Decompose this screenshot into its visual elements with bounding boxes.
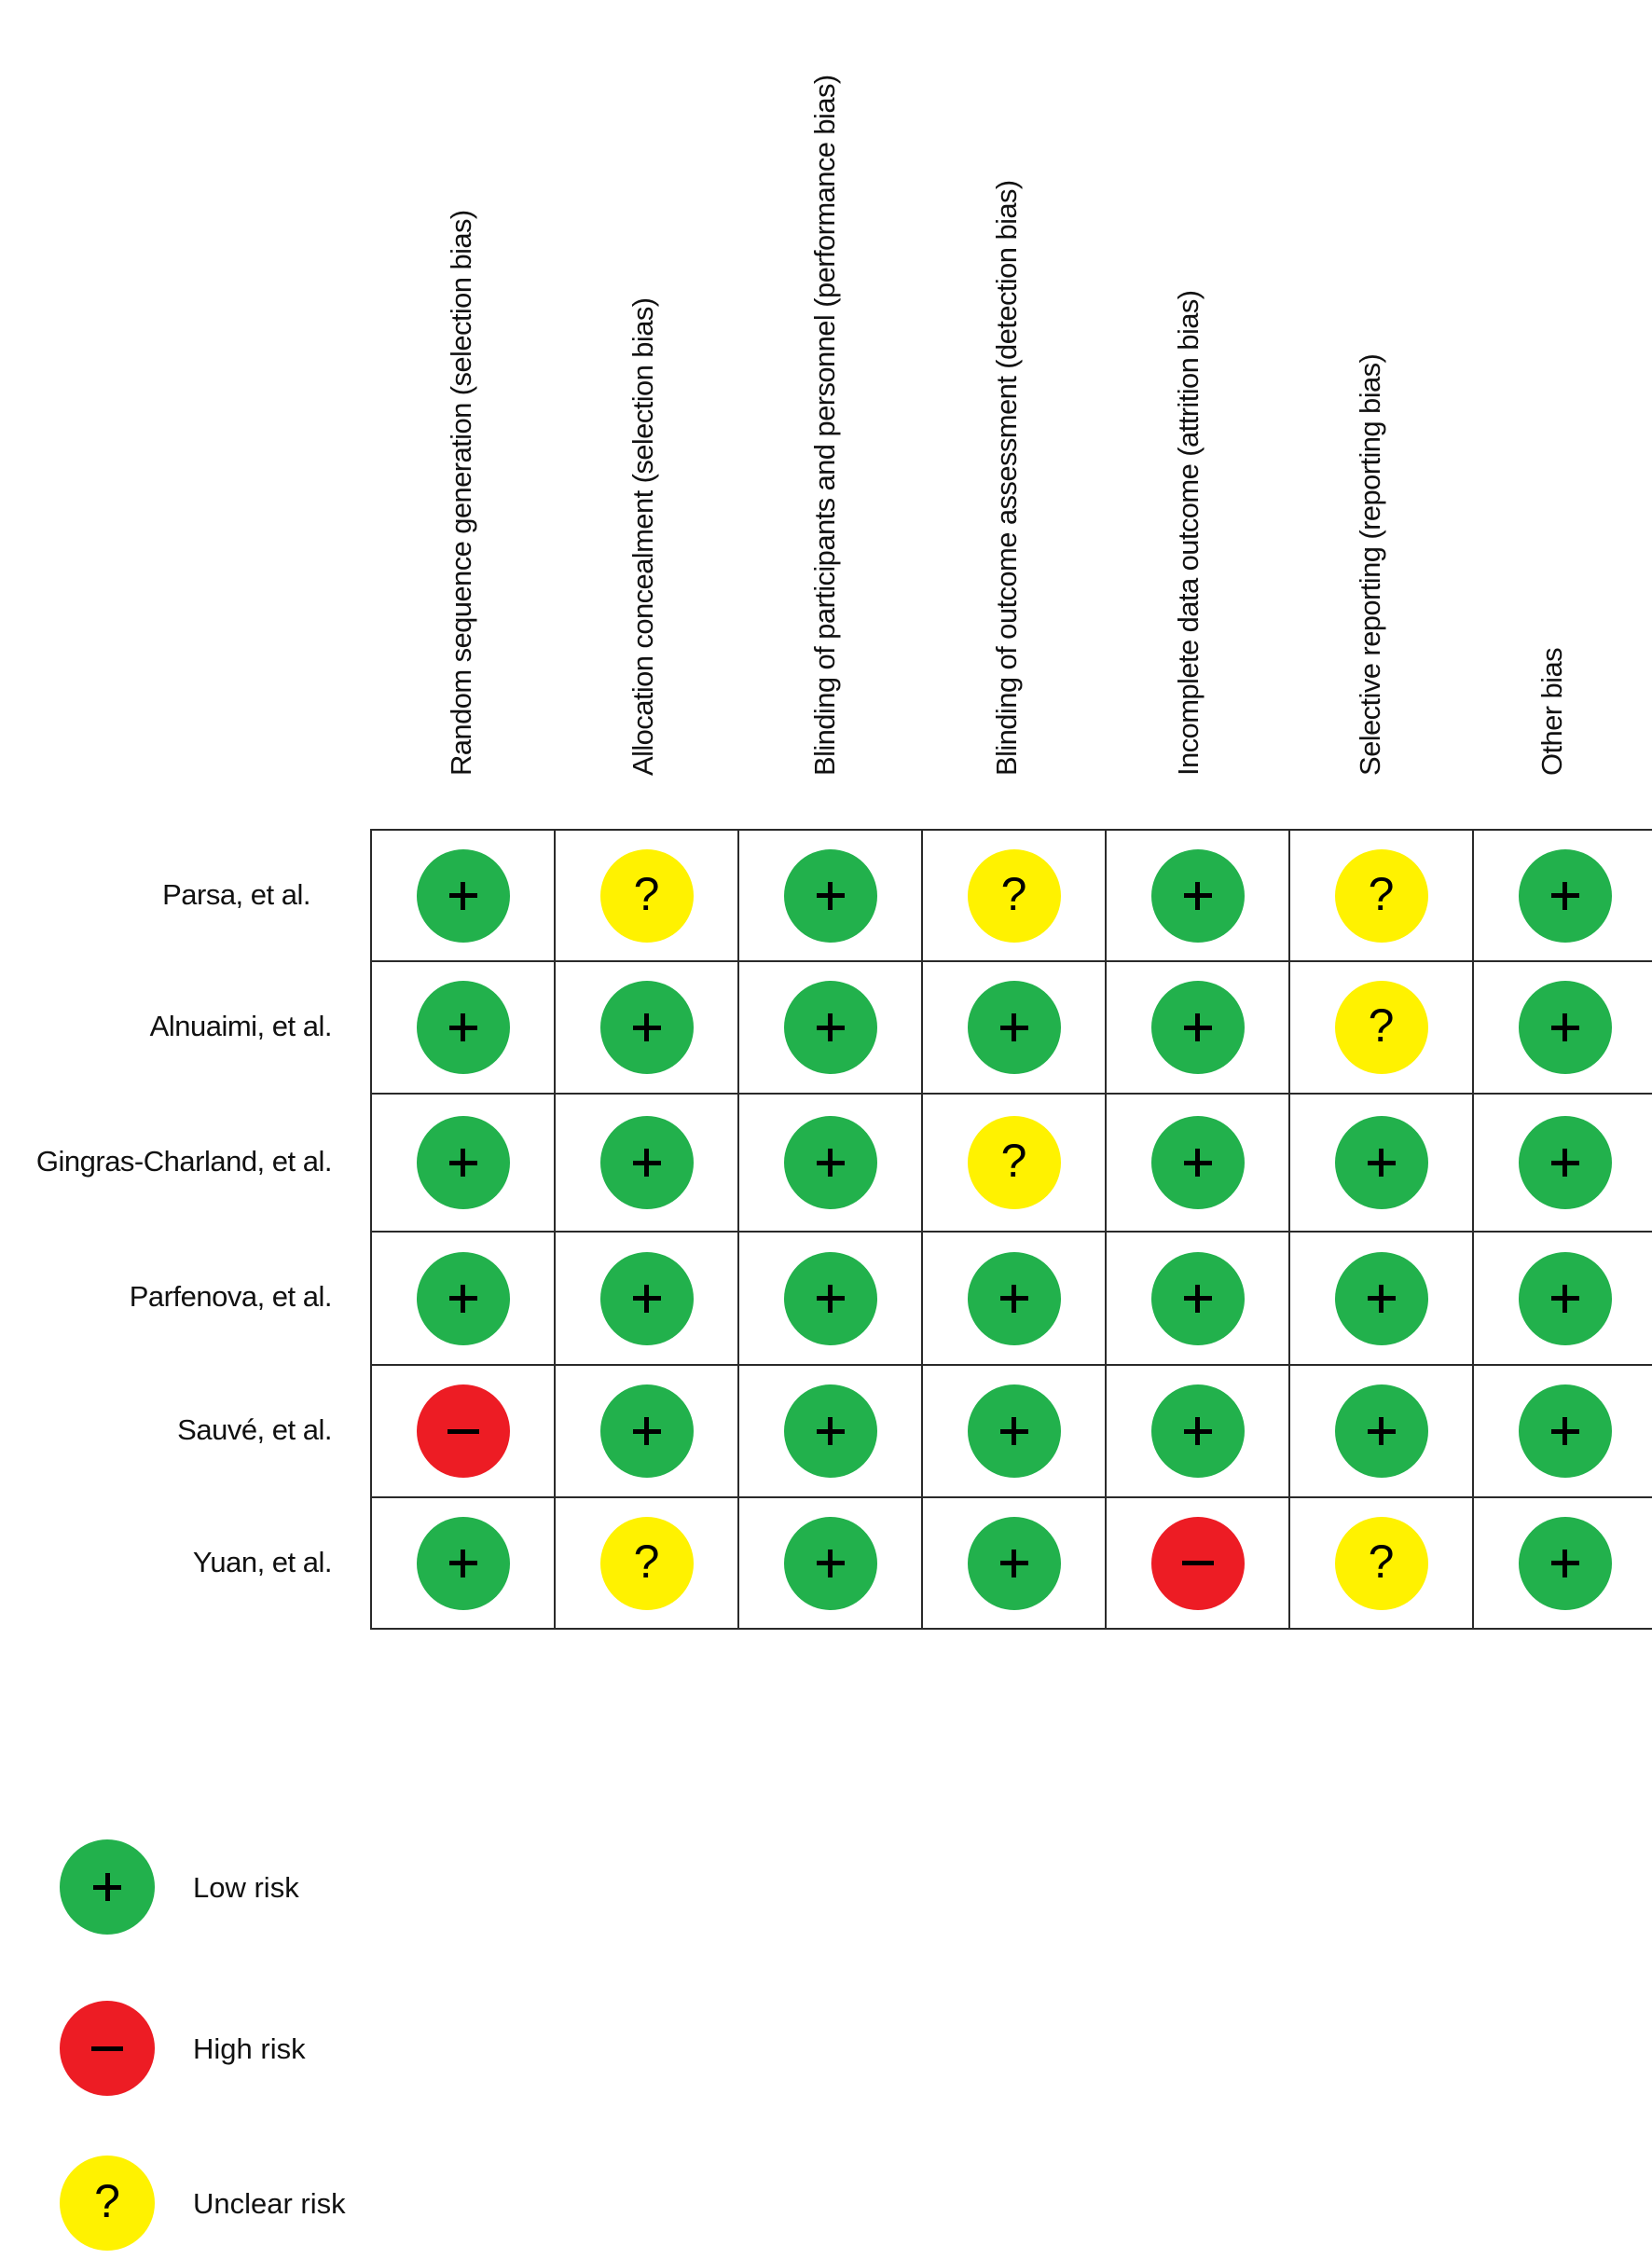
risk-cell [1106,961,1289,1094]
plus-icon [1184,1149,1212,1177]
question-icon: ? [633,867,660,920]
row-label-study: Parfenova, et al. [129,1280,332,1313]
risk-cell [1473,961,1652,1094]
unclear-risk-dot [60,2156,155,2251]
risk-cell [555,961,738,1094]
risk-cell [371,1094,555,1232]
row-label-study: Alnuaimi, et al. [149,1010,332,1042]
question-icon: ? [1000,867,1027,920]
minus-icon [1182,1561,1214,1565]
low-risk-dot [968,1517,1061,1610]
plus-icon [1368,1285,1396,1313]
risk-cell [1473,1232,1652,1365]
low-risk-dot [784,1384,877,1478]
risk-cell [1473,1094,1652,1232]
legend-label: High risk [193,2032,306,2065]
risk-cell [1106,1365,1289,1497]
plus-icon [817,1285,845,1313]
table-row [371,1232,1652,1365]
plus-icon [1000,1550,1028,1577]
column-header-label: Random sequence generation (selection bias) [444,210,477,776]
risk-cell [371,830,555,961]
risk-cell [371,1497,555,1629]
plus-icon [817,1550,845,1577]
low-risk-dot [1151,1384,1245,1478]
plus-icon [449,1285,477,1313]
question-icon: ? [633,1535,660,1588]
risk-cell [1289,1497,1473,1629]
unclear-risk-dot [1335,981,1428,1074]
table-row [371,830,1652,961]
low-risk-dot [968,981,1061,1074]
plus-icon [93,1873,121,1901]
unclear-risk-dot [1335,1517,1428,1610]
risk-cell [1473,1365,1652,1497]
low-risk-dot [1335,1252,1428,1345]
minus-icon [447,1429,479,1434]
low-risk-dot [60,1839,155,1935]
table-row [371,1497,1652,1629]
low-risk-dot [968,1252,1061,1345]
plus-icon [1184,882,1212,910]
column-header-blinding-participants [734,0,915,809]
unclear-risk-dot [968,1116,1061,1209]
plus-icon [449,1149,477,1177]
column-header-label: Blinding of outcome assessment (detection bias) [989,180,1023,776]
legend-item-high-risk [60,2001,526,2096]
unclear-risk-dot [600,1517,694,1610]
risk-cell [555,1094,738,1232]
question-icon: ? [94,2175,120,2227]
plus-icon [1551,1149,1579,1177]
risk-cell [1289,1094,1473,1232]
column-header-label: Other bias [1535,647,1568,776]
low-risk-dot [784,1116,877,1209]
high-risk-dot [60,2001,155,2096]
risk-cell [371,1232,555,1365]
low-risk-dot [1519,1116,1612,1209]
plus-icon [1368,1149,1396,1177]
risk-cell [738,1497,922,1629]
plus-icon [1551,882,1579,910]
unclear-risk-dot [1335,849,1428,943]
plus-icon [633,1149,661,1177]
plus-icon [817,1417,845,1445]
low-risk-dot [600,1252,694,1345]
legend-item-unclear-risk [60,2156,526,2251]
low-risk-dot [784,1517,877,1610]
low-risk-dot [968,1384,1061,1478]
low-risk-dot [1151,1252,1245,1345]
table-row [371,1365,1652,1497]
column-header-selective-reporting [1279,0,1461,809]
risk-cell [555,1232,738,1365]
plus-icon [1184,1417,1212,1445]
plus-icon [1000,1013,1028,1041]
plus-icon [1551,1417,1579,1445]
risk-cell [1289,830,1473,961]
plus-icon [817,1149,845,1177]
low-risk-dot [1151,1116,1245,1209]
plus-icon [1000,1417,1028,1445]
high-risk-dot [417,1384,510,1478]
table-row [371,961,1652,1094]
plus-icon [449,1013,477,1041]
risk-cell [1289,1232,1473,1365]
low-risk-dot [784,849,877,943]
plus-icon [633,1417,661,1445]
low-risk-dot [1335,1116,1428,1209]
low-risk-dot [417,1252,510,1345]
risk-cell [1106,830,1289,961]
row-label-study: Yuan, et al. [192,1546,332,1578]
question-icon: ? [1368,999,1395,1052]
risk-cell [1106,1497,1289,1629]
plus-icon [1000,1285,1028,1313]
plus-icon [1184,1013,1212,1041]
risk-cell [1106,1094,1289,1232]
unclear-risk-dot [968,849,1061,943]
low-risk-dot [417,849,510,943]
plus-icon [633,1285,661,1313]
column-header-blinding-outcome [915,0,1097,809]
risk-cell [922,961,1106,1094]
low-risk-dot [417,1517,510,1610]
plus-icon [1551,1285,1579,1313]
risk-cell [1289,961,1473,1094]
question-icon: ? [1368,867,1395,920]
risk-cell [738,961,922,1094]
low-risk-dot [1519,1252,1612,1345]
plus-icon [1184,1285,1212,1313]
minus-icon [91,2046,123,2051]
question-icon: ? [1368,1535,1395,1588]
low-risk-dot [1151,981,1245,1074]
high-risk-dot [1151,1517,1245,1610]
risk-cell [922,1094,1106,1232]
risk-cell [555,1365,738,1497]
plus-icon [633,1013,661,1041]
column-header-label: Incomplete data outcome (attrition bias) [1171,290,1205,776]
row-label-study: Gingras-Charland, et al. [35,1145,332,1178]
low-risk-dot [1519,849,1612,943]
row-label-study: Sauvé, et al. [177,1413,332,1446]
low-risk-dot [784,981,877,1074]
low-risk-dot [600,1384,694,1478]
low-risk-dot [1335,1384,1428,1478]
risk-cell [555,1497,738,1629]
plus-icon [1551,1550,1579,1577]
risk-cell [371,961,555,1094]
risk-cell [922,830,1106,961]
low-risk-dot [600,1116,694,1209]
risk-cell [922,1365,1106,1497]
low-risk-dot [417,1116,510,1209]
row-label-study: Parsa, et al. [162,878,310,911]
risk-cell [738,1365,922,1497]
plus-icon [1551,1013,1579,1041]
low-risk-dot [1151,849,1245,943]
column-header-label: Blinding of participants and personnel (performance bias) [807,75,841,776]
risk-cell [555,830,738,961]
legend-label: Unclear risk [193,2187,346,2220]
unclear-risk-dot [600,849,694,943]
question-icon: ? [1000,1135,1027,1187]
column-header-label: Allocation concealment (selection bias) [626,297,659,776]
plus-icon [449,1550,477,1577]
risk-cell [922,1232,1106,1365]
legend-item-low-risk [60,1839,526,1935]
legend-label: Low risk [193,1871,299,1904]
column-header-random-sequence [370,0,552,809]
column-header-incomplete-data [1097,0,1279,809]
column-header-other-bias [1461,0,1643,809]
risk-cell [1106,1232,1289,1365]
risk-cell [922,1497,1106,1629]
risk-cell [738,1094,922,1232]
column-header-allocation-concealment [552,0,734,809]
table-row [371,1094,1652,1232]
plus-icon [817,882,845,910]
risk-cell [371,1365,555,1497]
risk-cell [1473,1497,1652,1629]
plus-icon [817,1013,845,1041]
low-risk-dot [1519,981,1612,1074]
low-risk-dot [784,1252,877,1345]
risk-cell [738,1232,922,1365]
plus-icon [1368,1417,1396,1445]
plus-icon [449,882,477,910]
low-risk-dot [600,981,694,1074]
risk-grid [370,829,1652,1630]
low-risk-dot [417,981,510,1074]
low-risk-dot [1519,1384,1612,1478]
risk-cell [1473,830,1652,961]
risk-cell [1289,1365,1473,1497]
low-risk-dot [1519,1517,1612,1610]
risk-cell [738,830,922,961]
column-header-label: Selective reporting (reporting bias) [1353,353,1386,776]
